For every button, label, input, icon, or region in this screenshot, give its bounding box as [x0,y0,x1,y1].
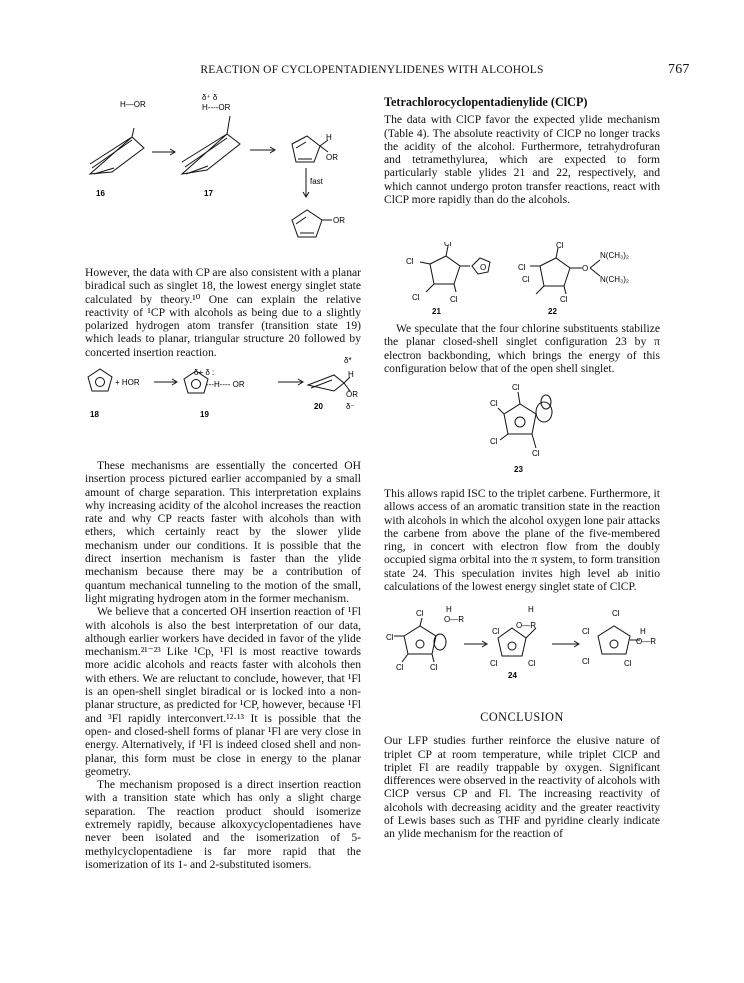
compound-17-label: 17 [204,189,213,198]
cl-21-left: Cl [406,257,414,266]
right-column-text-3 [384,487,660,593]
structure-17 [182,116,240,174]
final-alkoxycyclopentadiene [292,210,332,237]
cl-24-i: Cl [582,627,590,636]
scheme-24 [386,604,661,682]
cl-24-b: Cl [386,633,394,642]
delta-star: δ* [344,356,352,365]
scheme-18-19-20 [82,355,367,445]
structure-20 [308,375,350,391]
cl-24-e: Cl [492,627,500,636]
cl-23-top: Cl [512,383,520,392]
ts-charges: δ+ δ : [194,368,215,377]
cl-24-k: Cl [624,659,632,668]
structure-23 [498,392,552,448]
h-24-a: H [446,605,452,614]
scheme-23 [482,378,572,476]
right-paragraph-1: The data with ClCP favor the expected ylide mechanism (Table 4). The absolute reactivity of ClCP no longer tracks the acidity of the alcohol. Furthermore, tetrahydrofuran and tetramethylurea, which are expected to form particularly stable ylides 21 and 22, respectively, and which cannot undergo proton transfer reactions, react with ClCP more rapidly than do the alcohols. [384,113,660,207]
ts20-h: H [348,370,354,379]
right-column-text-2 [384,322,660,375]
scheme-16-label: H—OR [120,100,146,109]
cl-21-top: Cl [444,242,452,248]
ts-bonds: ---H---- OR [206,380,245,389]
cl-22-left: Cl [518,263,526,272]
product-cyclopentadiene [292,136,328,162]
cl-23-br: Cl [532,449,540,458]
scheme-16-17 [82,92,362,252]
prod-or: OR [326,153,338,162]
ylide-24-product [598,626,640,654]
right-paragraph-2: We speculate that the four chlorine substituents stabilize the planar closed-shell singlet configuration 23 by π electron backbonding, which brings the energy of this configuration below that of the open shell singlet. [384,322,660,375]
running-title: REACTION OF CYCLOPENTADIENYLIDENES WITH ALCOHOLS [200,64,544,76]
compound-24-label: 24 [508,671,517,680]
cl-21-bl: Cl [412,293,420,302]
plus-hor: + HOR [115,378,140,387]
compound-22-label: 22 [548,307,557,316]
cl-23-left: Cl [490,399,498,408]
cl-22-br: Cl [560,295,568,304]
cl-24-h: Cl [612,609,620,618]
h-24-b: H [528,605,534,614]
left-paragraph-3: We believe that a concerted OH insertion reaction of ¹Fl with alcohols is also the best interpretation of our data, although earlier workers have decided in favor of the ylide mechanism.²¹⁻²³ Like ¹Cp, ¹Fl is most reactive towards more acidic alcohols and reacts faster with alcohols then with ethers. We are reluctant to conclude, however, that ¹Fl is an open-shell singlet biradical or is locked into a non-planar structure, as predicted for ¹CP, however, because ¹Fl and ³Fl rapidly interconvert.¹²·¹³ It is possible that the open- and closed-shell forms of planar ¹Fl are very close in energy. Alternatively, if ¹Fl is indeed closed shell and non-planar, this form must be close in energy to the planar geometry. [85,605,361,778]
structure-16 [90,128,144,174]
or-24-a: O—R [444,615,464,624]
fast-label: fast [310,177,323,186]
right-paragraph-3: This allows rapid ISC to the triplet carbene. Furthermore, it allows access of an aromatic transition state in the reaction with alcohols in which the alcohol oxygen lone pair attacks the carbene from above the plane of the five-membered ring, in concert with electron flow from the doubly occupied sigma orbital into the π system, to form transition state 24. This speculation invites high level ab initio calculations of the lowest energy singlet state of ClCP. [384,487,660,594]
left-column-text-1 [85,266,361,359]
left-paragraph-2: These mechanisms are essentially the concerted OH insertion process pictured earlier accompanied by a small amount of charge separation. This interpretation explains why increasing acidity of the alcohol increases the reaction rate and why CP reacts faster with alcohols than with ethers, which certainly react by the slower ylide mechanism under our conditions. It is possible that the direct insertion mechanism is faster than the ylide mechanism because there may be a contribution of quantum mechanical tunneling to the motion of the small, light migrating hydrogen atom in the former mechanism. [85,459,361,605]
ts24-left [394,618,446,662]
scheme-21-22 [400,242,650,318]
cl-24-d: Cl [430,663,438,672]
ts24-middle [498,628,536,656]
prod-h: H [326,133,332,142]
cl-23-bl: Cl [490,437,498,446]
final-or: OR [333,216,345,225]
o-21: O [480,263,487,272]
cl-24-g: Cl [528,659,536,668]
o-22: O [582,264,589,273]
compound-21-label: 21 [432,307,441,316]
cl-24-a: Cl [416,609,424,618]
ts20-or: ÖR [346,390,358,399]
cl-24-f: Cl [490,659,498,668]
scheme-17-label: H----OR [202,103,231,112]
nme2-b: N(CH₃)₂ [600,275,630,284]
scheme-17-charges: δ⁺ δ [202,93,218,102]
delta-minus: δ⁻ [346,402,355,411]
ylide-22 [530,248,600,294]
left-column-text-2 [85,459,361,871]
cl-24-j: Cl [582,657,590,666]
right-column-text-1 [384,96,660,206]
cl-22-bl: Cl [522,275,530,284]
right-paragraph-4: Our LFP studies further reinforce the elusive nature of triplet CP at room temperature, while triplet ClCP and triplet Fl are readily trappable by oxygen. Significant differences were observed in the reactivity of alcohols with ClCP versus CP and Fl. The increasing reactivity of alcohols with decreasing acidity and the greater reactivity of Lewis bases such as THF and pyridine clearly indicate an ylide mechanism for the reaction of [384,734,660,841]
right-column-text-4 [384,711,660,841]
compound-20-label: 20 [314,402,323,411]
left-paragraph-1: However, the data with CP are also consistent with a planar biradical such as singlet 18, the lowest energy singlet state calculated by theory.¹⁰ One can explain the relative reactivity of ¹CP with alcohols as being due to a slightly polarized hydrogen atom transfer (transition state 19) which leads to planar, triangular structure 20 followed by concerted insertion reaction. [85,266,361,359]
cl-24-c: Cl [396,663,404,672]
or-24-c: O—R [636,637,656,646]
compound-16-label: 16 [96,189,105,198]
compound-19-label: 19 [200,410,209,419]
or-24-b: O—R [516,621,536,630]
nme2-a: N(CH₃)₂ [600,251,630,260]
section-heading-clcp: Tetrachlorocyclopentadienylide (ClCP) [384,95,588,109]
compound-18-label: 18 [90,410,99,419]
page-number: 767 [668,62,690,77]
h-24-c: H [640,627,646,636]
cl-21-br: Cl [450,295,458,304]
left-paragraph-4: The mechanism proposed is a direct insertion reaction with a transition state which has only a slight charge separation. The reaction product should isomerize extremely rapidly, because alkoxycyclopentadienes have never been isolated and the isomerization of 5-methylcyclopentadiene is far more rapid that the isomerization of its 1- and 2-substituted isomers. [85,778,361,871]
structure-18 [88,369,112,391]
conclusion-heading: CONCLUSION [480,710,564,724]
cl-22-top: Cl [556,242,564,250]
compound-23-label: 23 [514,465,523,474]
